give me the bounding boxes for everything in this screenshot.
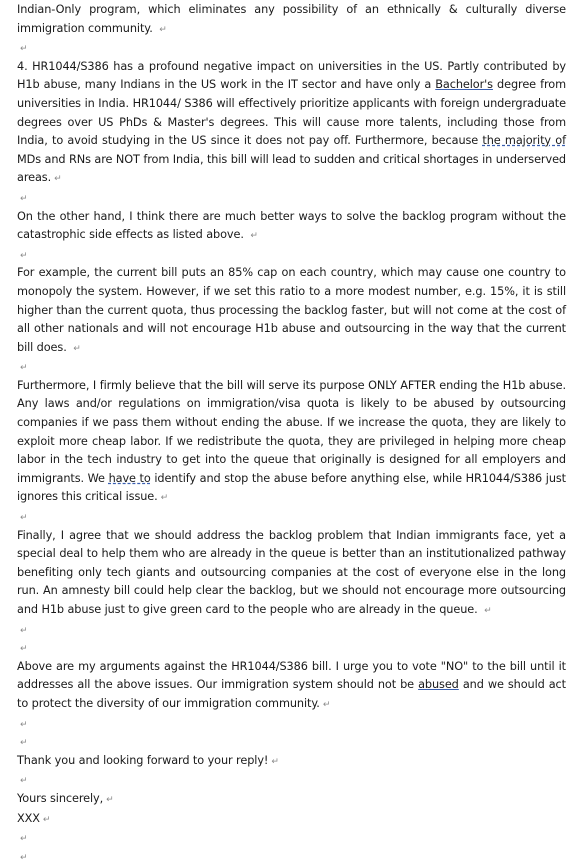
paragraph-text: Finally, I agree that we should address the backlog problem that Indian immigrants face, yet a special deal to help them who are already in the queue is better than an institutionalized pathway benefiting only tech giants and outsourcing companies at the cost of everyone else in the long run. An amnesty bill could help clear the backlog, but we should not encourage more outsourcing and H1b abuse just to give green card to the people who are already in the queue. [17,528,566,616]
underlined-text: the majority of [482,134,566,148]
paragraph-mark-icon: ↵ [20,834,28,845]
paragraph-mark-icon: ↵ [20,193,28,204]
paragraph-mark-icon: ↵ [20,44,28,55]
empty-paragraph [17,829,566,848]
paragraph-mark-icon: ↵ [20,719,28,730]
paragraph-text: 4. HR1044/S386 has a profound negative impact on universities in the US. Partly contributed by H1b abuse, many Indians in the US work in the IT sector and have only a [17,59,566,92]
empty-paragraph [17,848,566,867]
document-paragraph [17,58,566,189]
empty-paragraph [17,358,566,377]
paragraph-mark-icon: ↵ [271,756,279,767]
paragraph-text: MDs and RNs are NOT from India, this bill will lead to sudden and critical shortages in underserved areas. [17,152,566,185]
paragraph-mark-icon: ↵ [20,363,28,374]
paragraph-mark-icon: ↵ [159,24,167,35]
paragraph-text: On the other hand, I think there are much better ways to solve the backlog program without the catastrophic side effects as listed above. [17,209,566,242]
paragraph-text: XXX [17,811,40,825]
paragraph-text: identify and stop the abuse before anything else, while HR1044/S386 just ignores this critical issue. [17,471,566,504]
paragraph-text: Yours sincerely, [17,791,104,805]
empty-paragraph [17,771,566,790]
underlined-text: have to [108,471,151,485]
empty-paragraph [17,639,566,658]
document-paragraph [17,810,566,830]
underlined-text: Bachelor's [435,78,493,92]
document-paragraph [17,752,566,772]
paragraph-mark-icon: ↵ [250,231,258,242]
paragraph-mark-icon: ↵ [20,776,28,787]
paragraph-mark-icon: ↵ [20,852,28,863]
empty-paragraph [17,508,566,527]
paragraph-mark-icon: ↵ [73,343,81,354]
paragraph-text: degree from universities in India. HR1044/ S386 will effectively prioritize applicants with foreign undergraduate degrees over US PhDs & Master's degrees. This will cause more talents, including those from India, to avoid studying in the US since it does not pay off. Furthermore, because [17,78,566,148]
paragraph-text: Above are my arguments against the HR1044/S386 bill. I urge you to vote "NO" to the bill until it addresses all the above issues. Our immigration system should not be [17,659,566,692]
paragraph-text: Thank you and looking forward to your reply! [17,753,269,767]
paragraph-text: For example, the current bill puts an 85% cap on each country, which may cause one country to monopoly the system. However, if we set this ratio to a more modest number, e.g. 15%, it is still higher than the current quota, thus processing the backlog faster, but will not come at the cost of all other nationals and will not encourage H1b abuse and outsourcing in the way that the current bill does. [17,266,566,354]
empty-paragraph [17,246,566,265]
document-paragraph [17,527,566,621]
paragraph-text: Furthermore, I firmly believe that the bill will serve its purpose ONLY AFTER ending the H1b abuse. Any laws and/or regulations on immigration/visa quota is likely to be abused by outsourcing companies if we pass them without ending the abuse. If we increase the quota, they are likely to exploit more cheap labor. If we redistribute the quota, they are privileged in helping more cheap labor in the tech industry to get into the queue that originally is designed for all employers and immigrants. We [17,378,566,485]
paragraph-text: and we should act to protect the diversity of our immigration community. [17,678,566,710]
paragraph-mark-icon: ↵ [20,625,28,636]
paragraph-mark-icon: ↵ [160,493,169,504]
empty-paragraph [17,715,566,734]
paragraph-mark-icon: ↵ [20,513,28,524]
paragraph-mark-icon: ↵ [20,738,28,749]
empty-paragraph [17,621,566,640]
empty-paragraph [17,39,566,58]
document-paragraph [17,208,566,246]
paragraph-mark-icon: ↵ [54,174,62,185]
empty-paragraph [17,733,566,752]
underlined-text: abused [418,678,459,692]
document-paragraph [17,790,566,810]
paragraph-mark-icon: ↵ [106,794,114,805]
paragraph-text: Indian-Only program, which eliminates any possibility of an ethnically & culturally diverse immigration community. [17,3,566,35]
document-paragraph [17,377,566,508]
paragraph-mark-icon: ↵ [20,644,28,655]
document-paragraph [17,658,566,715]
empty-paragraph [17,189,566,208]
paragraph-mark-icon: ↵ [322,699,331,710]
paragraph-mark-icon: ↵ [20,250,28,261]
paragraph-mark-icon: ↵ [484,606,492,616]
document-paragraph [17,1,566,39]
paragraph-mark-icon: ↵ [42,814,51,825]
document-paragraph [17,264,566,358]
